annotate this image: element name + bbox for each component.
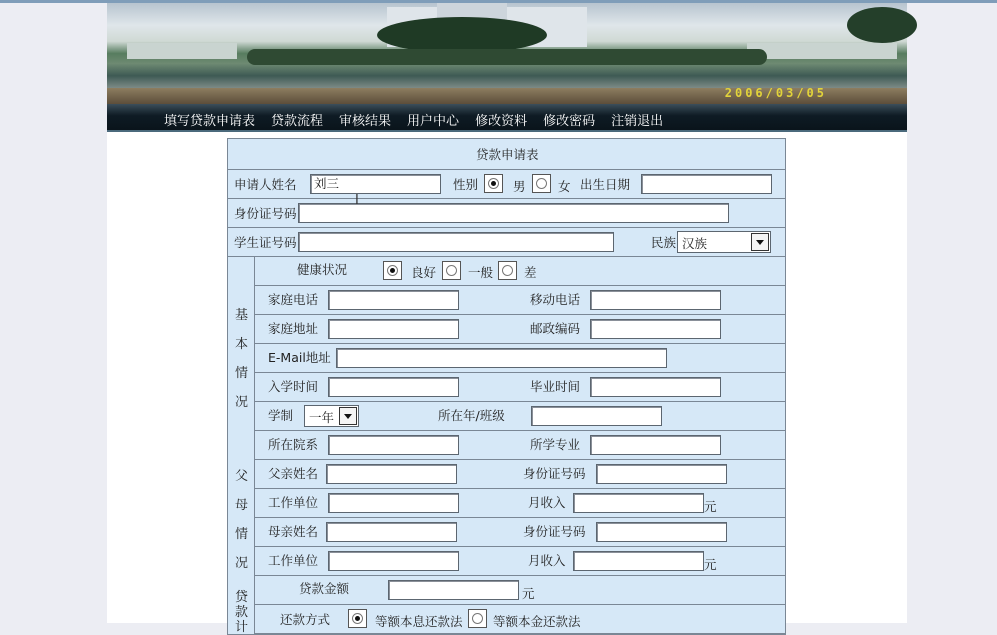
parents-info-section [228,460,785,576]
form-title-row [228,139,785,170]
father-id-input[interactable] [596,464,727,484]
graduate-date-input[interactable] [590,377,721,397]
health-poor-label: 差 [524,265,537,280]
gender-label: 性别 [453,177,479,192]
health-poor-radio[interactable] [498,261,517,280]
nav-item-user-center[interactable]: 用户中心 [407,114,460,129]
loan-plan-section [228,576,785,634]
email-input[interactable] [336,348,667,368]
health-average-radio[interactable] [442,261,461,280]
basic-info-side-label: 基 本 情 况 [228,257,255,460]
nav-item-process[interactable]: 贷款流程 [271,114,324,129]
dept-row [255,431,785,460]
email-label: E-Mail地址 [268,350,331,365]
father-income-input[interactable] [573,493,704,513]
grade-class-input[interactable] [531,406,662,426]
mother-name-label: 母亲姓名 [268,524,319,539]
enroll-row [255,373,785,402]
major-label: 所学专业 [530,437,581,452]
father-income-label: 月收入 [528,495,566,510]
gender-female-radio[interactable] [532,174,551,193]
home-phone-label: 家庭电话 [268,292,319,307]
mother-work-input[interactable] [328,551,459,571]
loan-amount-row [255,576,785,605]
health-good-radio[interactable] [383,261,402,280]
form-title: 贷款申请表 [476,147,539,162]
repay-equal-installment-label: 等额本息还款法 [375,614,463,629]
loan-plan-side-label: 贷 款 计 [228,576,255,634]
student-id-input[interactable] [298,232,614,252]
duration-label: 学制 [268,408,294,423]
nav-item-apply[interactable]: 填写贷款申请表 [164,114,256,129]
father-work-label: 工作单位 [268,495,319,510]
duration-row [255,402,785,431]
department-label: 所在院系 [268,437,319,452]
text-cursor-icon: I [355,193,359,208]
gender-female-label: 女 [558,179,571,194]
repay-equal-principal-radio[interactable] [468,609,487,628]
repay-method-label: 还款方式 [280,612,331,627]
repay-equal-principal-label: 等额本金还款法 [493,614,581,629]
banner-date: 2006/03/05 [724,86,827,100]
parents-info-side-label: 父 母 情 况 [228,460,255,576]
mobile-label: 移动电话 [530,292,581,307]
zip-input[interactable] [590,319,721,339]
banner-image [107,3,907,104]
duration-value: 一年 [309,410,335,425]
enroll-date-label: 入学时间 [268,379,319,394]
father-work-input[interactable] [328,493,459,513]
chevron-down-icon[interactable] [339,407,357,425]
mother-income-label: 月收入 [528,553,566,568]
zip-label: 邮政编码 [530,321,581,336]
loan-amount-input[interactable] [388,580,519,600]
gender-male-label: 男 [513,179,526,194]
address-input[interactable] [328,319,459,339]
home-phone-input[interactable] [328,290,459,310]
applicant-name-input[interactable]: 刘三 [310,174,441,194]
address-row [255,315,785,344]
address-label: 家庭地址 [268,321,319,336]
birth-date-input[interactable] [641,174,772,194]
id-number-label: 身份证号码 [234,206,297,221]
nav-item-logout[interactable]: 注销退出 [611,114,664,129]
father-row [255,460,785,489]
basic-info-section [228,257,785,460]
loan-amount-label: 贷款金额 [299,581,350,596]
department-input[interactable] [328,435,459,455]
health-good-label: 良好 [411,265,437,280]
health-label: 健康状况 [297,262,348,277]
loan-amount-unit: 元 [522,586,535,601]
ethnicity-select[interactable] [677,231,771,253]
father-name-input[interactable] [326,464,457,484]
father-work-row [255,489,785,518]
health-row [255,257,785,286]
mother-row [255,518,785,547]
nav-item-edit-profile[interactable]: 修改资料 [475,114,528,129]
mother-work-row [255,547,785,576]
mother-id-label: 身份证号码 [523,524,586,539]
major-input[interactable] [590,435,721,455]
grade-class-label: 所在年/班级 [438,408,505,423]
email-row [255,344,785,373]
father-name-label: 父亲姓名 [268,466,319,481]
id-number-input[interactable] [298,203,729,223]
page-container [107,3,907,635]
graduate-date-label: 毕业时间 [530,379,581,394]
applicant-name-label: 申请人姓名 [234,177,297,192]
father-id-label: 身份证号码 [523,466,586,481]
nav-item-change-password[interactable]: 修改密码 [543,114,596,129]
birth-date-label: 出生日期 [580,177,631,192]
chevron-down-icon[interactable] [751,233,769,251]
repay-equal-installment-radio[interactable] [348,609,367,628]
student-id-label: 学生证号码 [234,235,297,250]
id-row [228,199,785,228]
mother-work-label: 工作单位 [268,553,319,568]
health-average-label: 一般 [468,265,494,280]
repay-row [255,605,785,634]
nav-item-result[interactable]: 审核结果 [339,114,392,129]
student-id-row [228,228,785,257]
ethnicity-label: 民族 [651,235,677,250]
father-income-unit: 元 [704,499,717,514]
nav-bar [107,104,907,132]
ethnicity-value: 汉族 [682,236,708,251]
mother-id-input[interactable] [596,522,727,542]
mother-income-unit: 元 [704,557,717,572]
name-row [228,170,785,199]
loan-application-form [227,138,786,635]
mother-name-input[interactable] [326,522,457,542]
enroll-date-input[interactable] [328,377,459,397]
duration-select[interactable] [304,405,359,427]
phone-row [255,286,785,315]
mother-income-input[interactable] [573,551,704,571]
mobile-input[interactable] [590,290,721,310]
gender-male-radio[interactable] [484,174,503,193]
